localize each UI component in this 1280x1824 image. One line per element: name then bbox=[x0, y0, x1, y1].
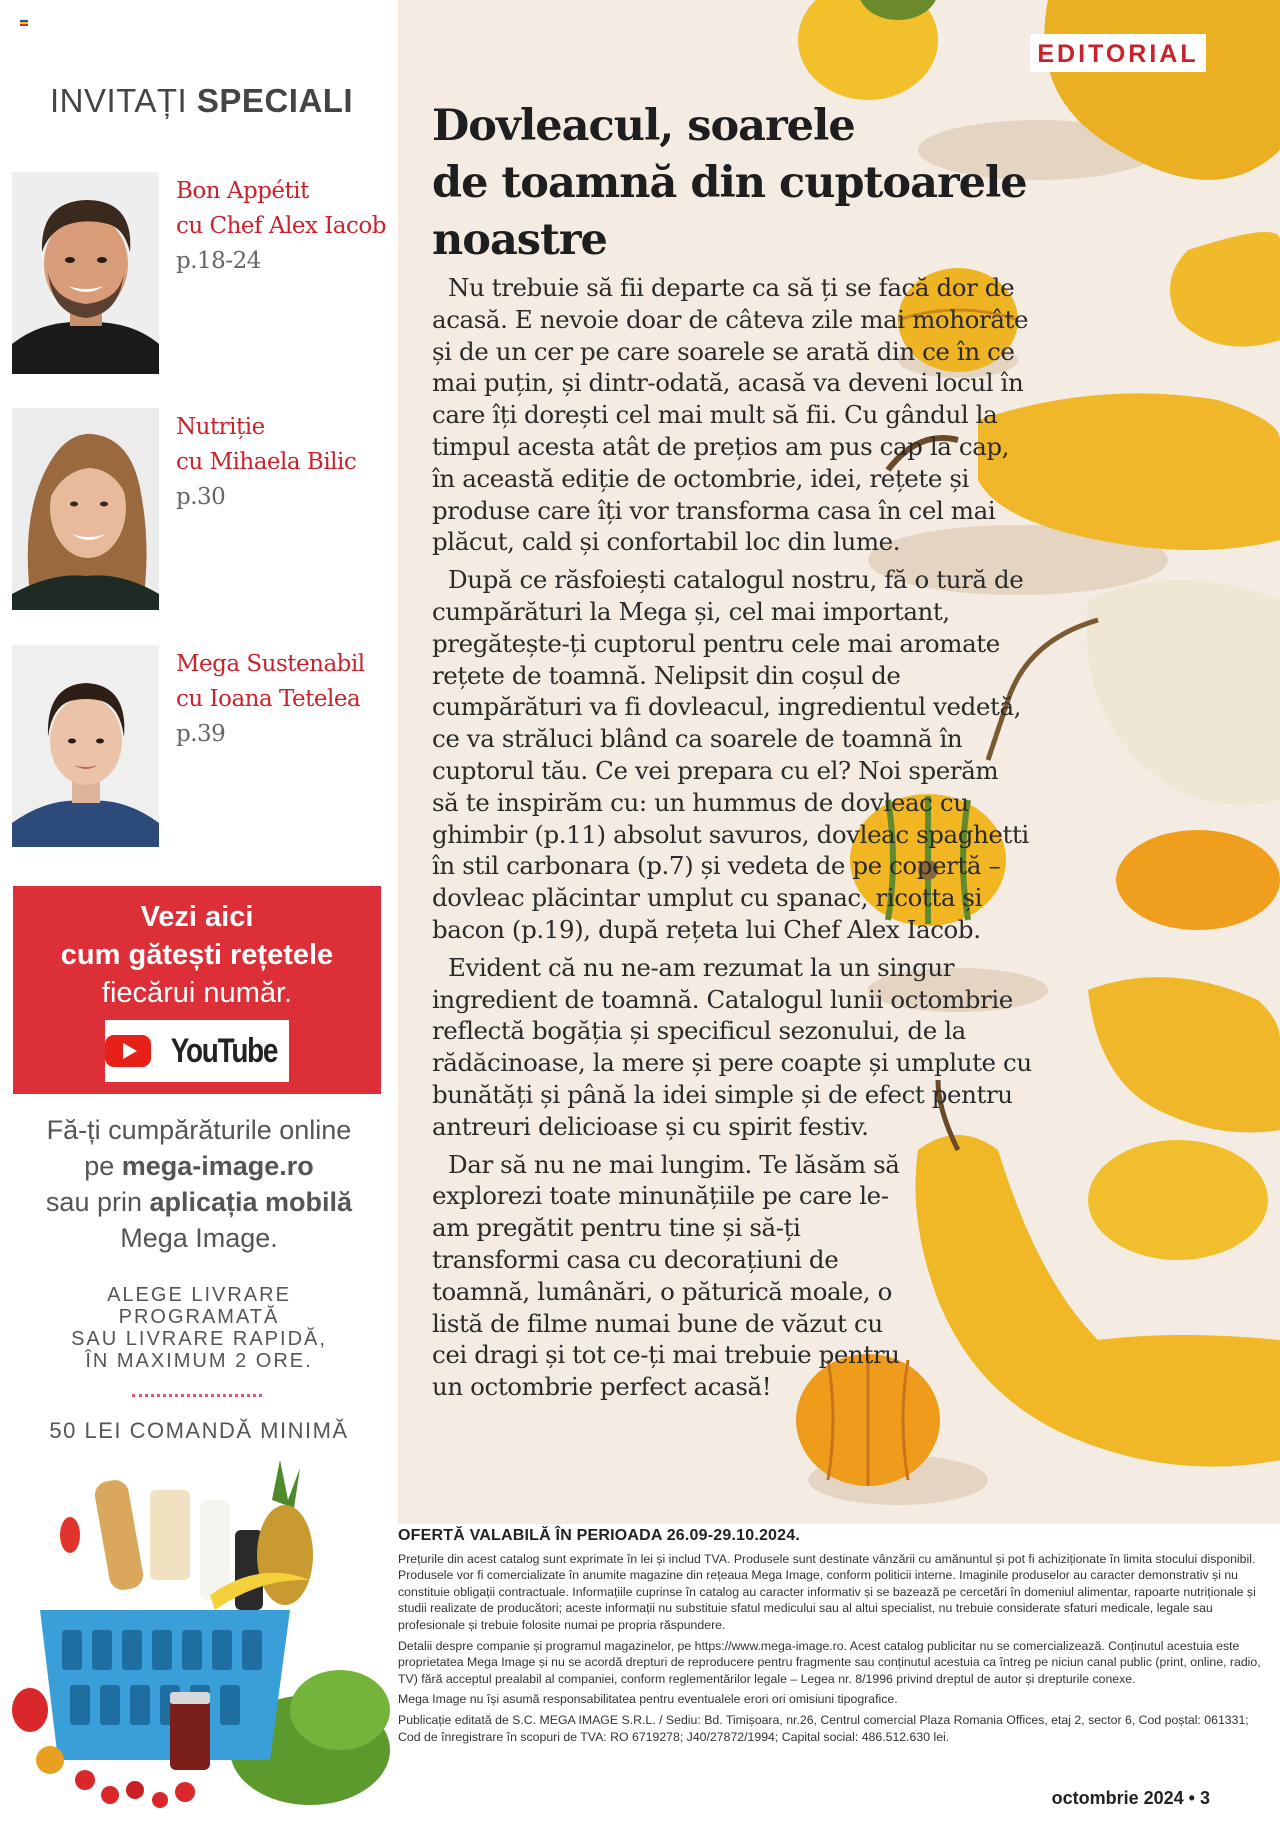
guest-column-name: Bon Appétit bbox=[176, 178, 309, 204]
legal-notice bbox=[398, 1528, 1268, 1749]
chef-portrait-image bbox=[12, 172, 159, 374]
article-body bbox=[432, 272, 1032, 1409]
nutritionist-portrait-image bbox=[12, 408, 159, 610]
online-line: pe mega-image.ro bbox=[84, 1151, 314, 1181]
legal-paragraph: Mega Image nu își asumă responsabilitatea pentru eventualele erori ori omisiuni tipografice. bbox=[398, 1692, 898, 1707]
legal-paragraph: Detalii despre companie și programul magazinelor, pe https://www.mega-image.ro. Acest catalog publicitar nu se comercializează. Conținutul acestuia este proprietatea Mega Image și nu se acordă drepturi de reproducere pentru fragmente sau conținutul acestuia ca întreg pe niciun canal public (print, online, radio, TV) fără acceptul prealabil al companiei, conform reglementărilor legale – Legea nr. 8/1996 privind dreptul de autor și drepturile conexe. bbox=[398, 1638, 1261, 1686]
article-paragraph: Dar să nu ne mai lungim. Te lăsăm să explorezi toate minunățiile pe care le-am pregătit pentru tine și să-ți transformi casa cu decorațiuni de toamnă, lumânări, o păturică moale, o listă de filme numai bune de văzut cu cei dragi și tot ce-ți mai trebuie pentru un octombrie perfect acasă! bbox=[432, 1149, 900, 1402]
guest-name: cu Ioana Tetelea bbox=[176, 686, 361, 712]
delivery-line: SAU LIVRARE RAPIDĂ, bbox=[71, 1328, 327, 1350]
guest-page-ref: p.30 bbox=[176, 484, 226, 510]
guest-column-name: Nutriție bbox=[176, 414, 265, 440]
youtube-button[interactable] bbox=[105, 1020, 289, 1082]
guest-name: cu Mihaela Bilic bbox=[176, 449, 357, 475]
guest-column-name: Mega Sustenabil bbox=[176, 651, 365, 677]
youtube-promo-line: fiecărui număr. bbox=[101, 977, 293, 1009]
youtube-promo-box bbox=[13, 886, 381, 1094]
guest-info bbox=[176, 174, 386, 279]
article-paragraph: Nu trebuie să fii departe ca să ți se facă dor de acasă. E nevoie doar de câteva zile mai mohorâte și de un cer pe care soarele se arată din ce în ce mai puțin, și dintr-odată, acasă va deveni locul în care îți dorești cel mai mult să fii. Cu gândul la timpul acesta atât de prețios am pus cap la cap, în această ediție de octombrie, idei, rețete și produse care îți vor transforma casa în cel mai plăcut, cald și confortabil loc din lume. bbox=[432, 273, 1029, 557]
headline-line: noastre bbox=[432, 215, 607, 265]
guest-name: cu Chef Alex Iacob bbox=[176, 213, 386, 239]
flag-icon bbox=[20, 20, 28, 26]
guest-info bbox=[176, 410, 356, 515]
online-line: Fă-ți cumpărăturile online bbox=[46, 1115, 352, 1145]
guest-card-nutrition[interactable] bbox=[12, 408, 392, 610]
youtube-play-icon bbox=[105, 1035, 151, 1067]
article-headline bbox=[432, 98, 1052, 269]
page-footer: octombrie 2024 • 3 bbox=[1051, 1788, 1210, 1808]
delivery-line: ALEGE LIVRARE bbox=[107, 1284, 291, 1306]
guest-page-ref: p.39 bbox=[176, 721, 226, 747]
editorial-badge: EDITORIAL bbox=[1030, 34, 1206, 72]
article-paragraph: Evident că nu ne-am rezumat la un singur ingredient de toamnă. Catalogul lunii octombrie reflectă bogăția și specificul sezonului, de la rădăcinoase, la mere și pere coapte și umplute cu bunătăți și până la idei simple și de efect pentru antreuri delicioase și cu spirit festiv. bbox=[432, 952, 1032, 1141]
article-paragraph: După ce răsfoiești catalogul nostru, fă o tură de cumpărături la Mega și, cel mai important, pregătește-ți cuptorul pentru cele mai aromate rețete de toamnă. Nelipsit din coșul de cumpărături va fi dovleacul, ingredientul vedetă, ce va străluci blând ca soarele de toamnă în cuptorul tău. Ce vei prepara cu el? Noi sperăm să te inspirăm cu: un hummus de dovleac cu ghimbir (p.11) absolut savuros, dovleac spaghetti în stil carbonara (p.7) și vedeta de pe copertă – dovleac plăcintar umplut cu spanac, ricotta și bacon (p.19), după rețeta lui Chef Alex Iacob. bbox=[432, 565, 1029, 944]
online-line: sau prin aplicația mobilă bbox=[45, 1187, 353, 1217]
delivery-info bbox=[0, 1284, 398, 1372]
online-shopping-text bbox=[0, 1112, 398, 1256]
legal-paragraph: Publicație editată de S.C. MEGA IMAGE S.R.L. / Sediu: Bd. Timișoara, nr.26, Centrul comercial Plaza Romania Offices, etaj 2, sector 6, Cod poștal: 061331; Cod de înregistrare în scopuri de TVA: RO 6719278; J40/27872/1994; Capital social: 486.512.630 lei. bbox=[398, 1712, 1249, 1744]
youtube-promo-line: cum gătești rețetele bbox=[60, 939, 334, 971]
sustainability-guest-portrait-image bbox=[12, 645, 159, 847]
headline-line: Dovleacul, soarele bbox=[432, 101, 855, 151]
legal-paragraph: Prețurile din acest catalog sunt exprimate în lei și includ TVA. Produsele sunt destinate vânzării cu amănuntul și pot fi achiziționate în limita stocului disponibil. Produsele vor fi comercializate în anumite magazine din rețeaua Mega Image, conform politicii interne. Imaginile produselor au caracter demonstrativ și nu constituie obligații contractuale. Informațiile cuprinse în catalog au caracter informativ și se bazează pe cercetări în domeniul alimentar, rapoarte nutriționale și studii realizate de producători; aceste informații nu substituie sfatul medicului sau al altui specialist, nu trebuie considerate sfaturi medicale, legale sau profesionale și trebuie folosite numai pe propria răspundere. bbox=[398, 1551, 1256, 1632]
guest-card-sustainable[interactable] bbox=[12, 645, 392, 847]
guest-page-ref: p.18-24 bbox=[176, 248, 261, 274]
minimum-order-text: 50 LEI COMANDĂ MINIMĂ bbox=[49, 1418, 349, 1443]
guest-info bbox=[176, 647, 365, 752]
youtube-button-label: YouTube bbox=[170, 1031, 278, 1070]
offer-validity: OFERTĂ VALABILĂ ÎN PERIOADA 26.09-29.10.2024. bbox=[398, 1527, 800, 1544]
delivery-line: ÎN MAXIMUM 2 ORE. bbox=[85, 1350, 313, 1372]
online-line: Mega Image. bbox=[120, 1223, 278, 1253]
section-title: INVITAȚI SPECIALI bbox=[50, 82, 354, 119]
grocery-crate-image bbox=[10, 1460, 395, 1822]
guest-card-chef[interactable] bbox=[12, 172, 392, 374]
website-link[interactable]: mega-image.ro bbox=[121, 1151, 314, 1181]
headline-line: de toamnă din cuptoarele bbox=[432, 158, 1027, 208]
dotted-divider bbox=[132, 1394, 262, 1397]
delivery-line: PROGRAMATĂ bbox=[118, 1306, 280, 1328]
youtube-promo-line: Vezi aici bbox=[140, 901, 254, 933]
